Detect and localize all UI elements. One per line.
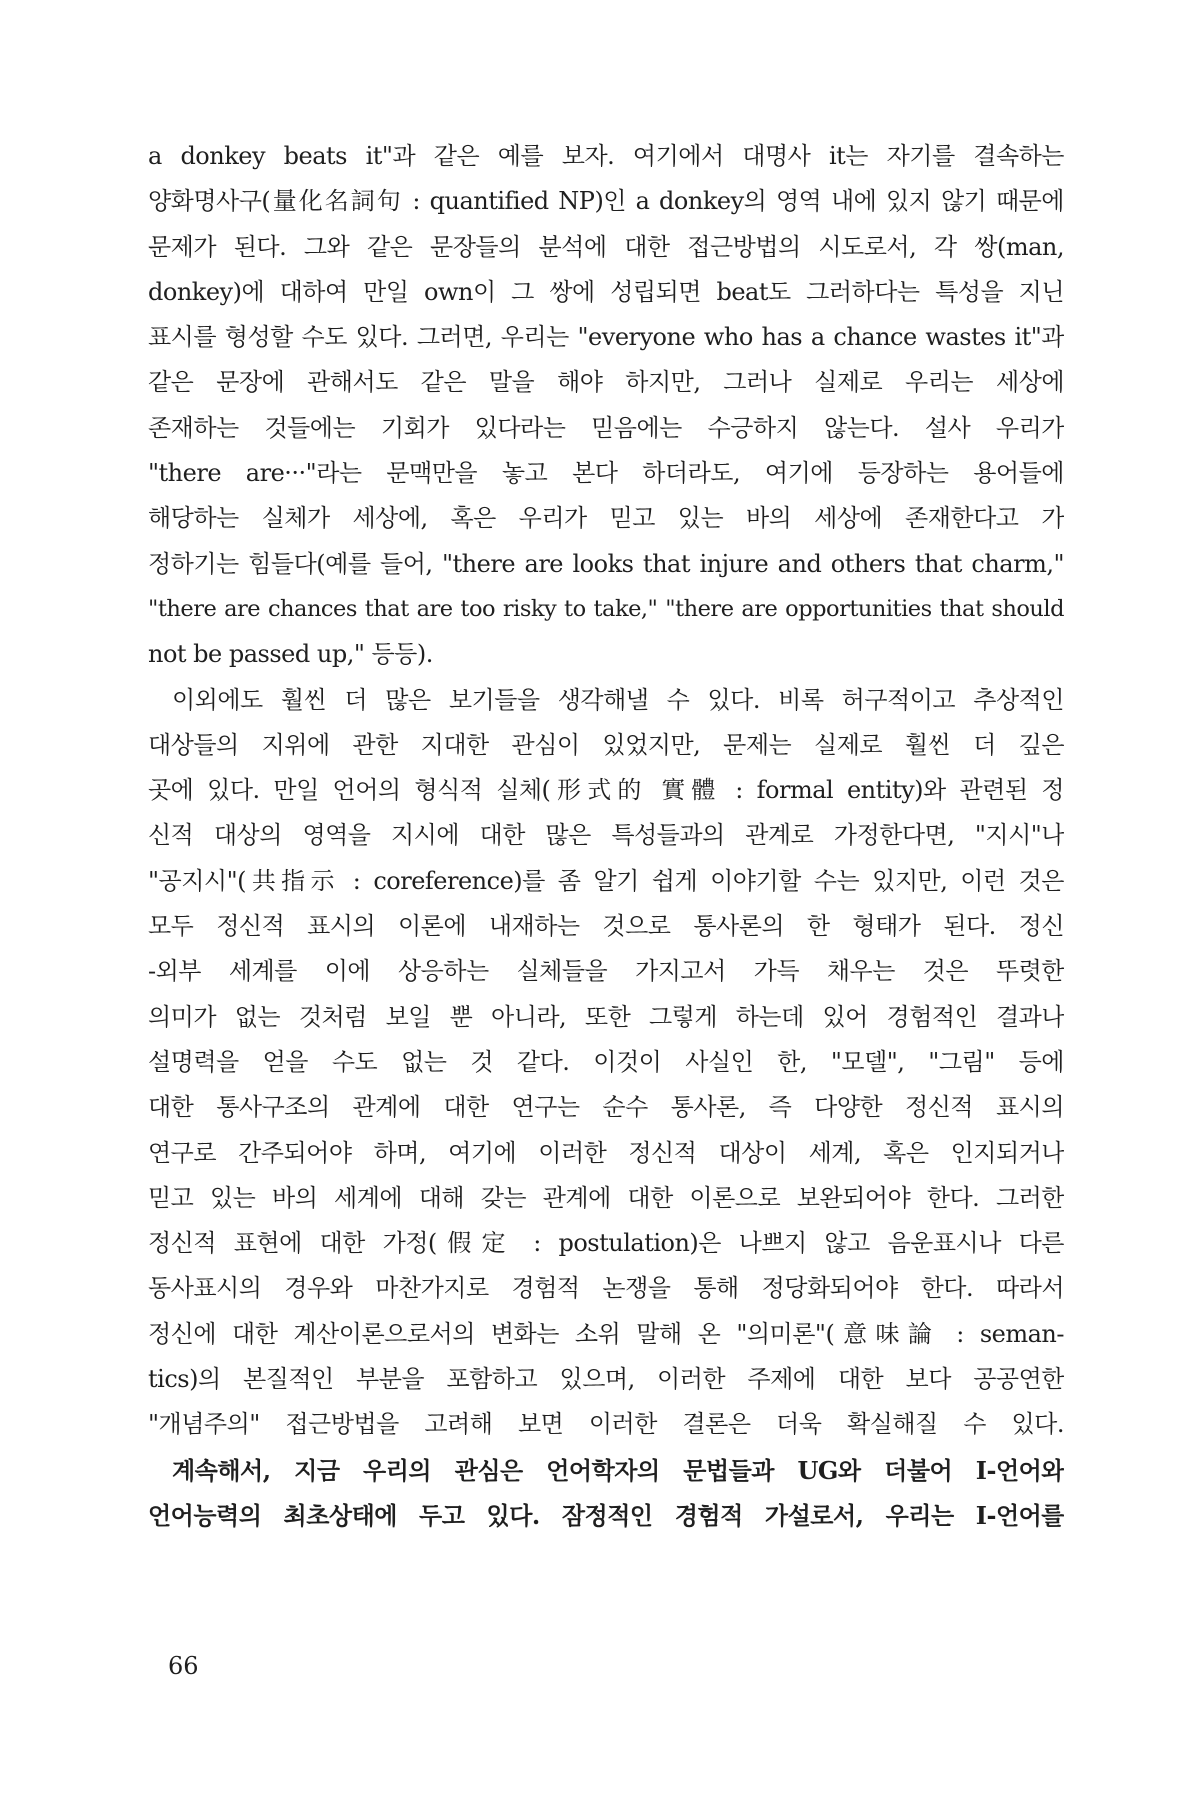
text-line: 연구로 간주되어야 하며, 여기에 이러한 정신적 대상이 세계, 혹은 인지되거나 [148, 1138, 1064, 1167]
text-line: 믿고 있는 바의 세계에 대해 갖는 관계에 대한 이론으로 보완되어야 한다. 그러한 [148, 1183, 1064, 1212]
text-line: "there are chances that are too risky to take," "there are opportunities that should [148, 595, 1064, 622]
text-line: 언어능력의 최초상태에 두고 있다. 잠정적인 경험적 가설로서, 우리는 I-언어를 [148, 1500, 1064, 1530]
text-line: 문제가 된다. 그와 같은 문장들의 분석에 대한 접근방법의 시도로서, 각 쌍(man, [148, 232, 1064, 261]
text-line: 해당하는 실체가 세상에, 혹은 우리가 믿고 있는 바의 세상에 존재한다고 가 [148, 504, 1064, 533]
text-line: "개념주의" 접근방법을 고려해 보면 이러한 결론은 더욱 확실해질 수 있다. [148, 1410, 1064, 1439]
text-line: 모두 정신적 표시의 이론에 내재하는 것으로 통사론의 한 형태가 된다. 정신 [148, 912, 1064, 941]
text-line: 동사표시의 경우와 마찬가지로 경험적 논쟁을 통해 정당화되어야 한다. 따라서 [148, 1274, 1064, 1303]
text-line: not be passed up," 등등). [148, 640, 433, 669]
text-line: 곳에 있다. 만일 언어의 형식적 실체(形式的 實體 : formal entity)와 관련된 정 [148, 776, 1064, 805]
text-line: donkey)에 대하여 만일 own이 그 쌍에 성립되면 beat도 그러하다는 특성을 지닌 [148, 277, 1064, 306]
text-line: 정신적 표현에 대한 가정(假定 : postulation)은 나쁘지 않고 음운표시나 다른 [148, 1229, 1064, 1258]
page-number: 66 [168, 1652, 199, 1680]
text-line: a donkey beats it"과 같은 예를 보자. 여기에서 대명사 it는 자기를 결속하는 [148, 142, 1064, 170]
text-line: 존재하는 것들에는 기회가 있다라는 믿음에는 수긍하지 않는다. 설사 우리가 [148, 413, 1064, 442]
text-line: 표시를 형성할 수도 있다. 그러면, 우리는 "everyone who has a chance wastes it"과 [148, 323, 1064, 352]
text-line: 의미가 없는 것처럼 보일 뿐 아니라, 또한 그렇게 하는데 있어 경험적인 결과나 [148, 1002, 1064, 1031]
text-line: 대상들의 지위에 관한 지대한 관심이 있었지만, 문제는 실제로 훨씬 더 깊은 [148, 730, 1064, 759]
text-line: 신적 대상의 영역을 지시에 대한 많은 특성들과의 관계로 가정한다면, "지시"나 [148, 821, 1064, 850]
body-text [148, 134, 1064, 1538]
text-line: 정신에 대한 계산이론으로서의 변화는 소위 말해 온 "의미론"(意味論 : seman- [148, 1319, 1064, 1348]
paragraph-start-line: 계속해서, 지금 우리의 관심은 언어학자의 문법들과 UG와 더불어 I-언어와 [172, 1455, 1064, 1485]
text-line: "there are···"라는 문맥만을 놓고 본다 하더라도, 여기에 등장하는 용어들에 [148, 459, 1064, 488]
paragraph-start-line: 이외에도 훨씬 더 많은 보기들을 생각해낼 수 있다. 비록 허구적이고 추상적인 [172, 685, 1064, 714]
text-line: 대한 통사구조의 관계에 대한 연구는 순수 통사론, 즉 다양한 정신적 표시의 [148, 1093, 1064, 1122]
text-line: 정하기는 힘들다(예를 들어, "there are looks that injure and others that charm," [148, 549, 1064, 578]
text-line: 설명력을 얻을 수도 없는 것 같다. 이것이 사실인 한, "모델", "그림" 등에 [148, 1047, 1064, 1076]
text-line: tics)의 본질적인 부분을 포함하고 있으며, 이러한 주제에 대한 보다 공공연한 [148, 1365, 1064, 1394]
text-line: "공지시"(共指示 : coreference)를 좀 알기 쉽게 이야기할 수는 있지만, 이런 것은 [148, 866, 1064, 895]
text-line: 양화명사구(量化名詞句 : quantified NP)인 a donkey의 영역 내에 있지 않기 때문에 [148, 187, 1064, 216]
text-line: -외부 세계를 이에 상응하는 실체들을 가지고서 가득 채우는 것은 뚜렷한 [148, 957, 1064, 986]
text-line: 같은 문장에 관해서도 같은 말을 해야 하지만, 그러나 실제로 우리는 세상에 [148, 368, 1064, 397]
